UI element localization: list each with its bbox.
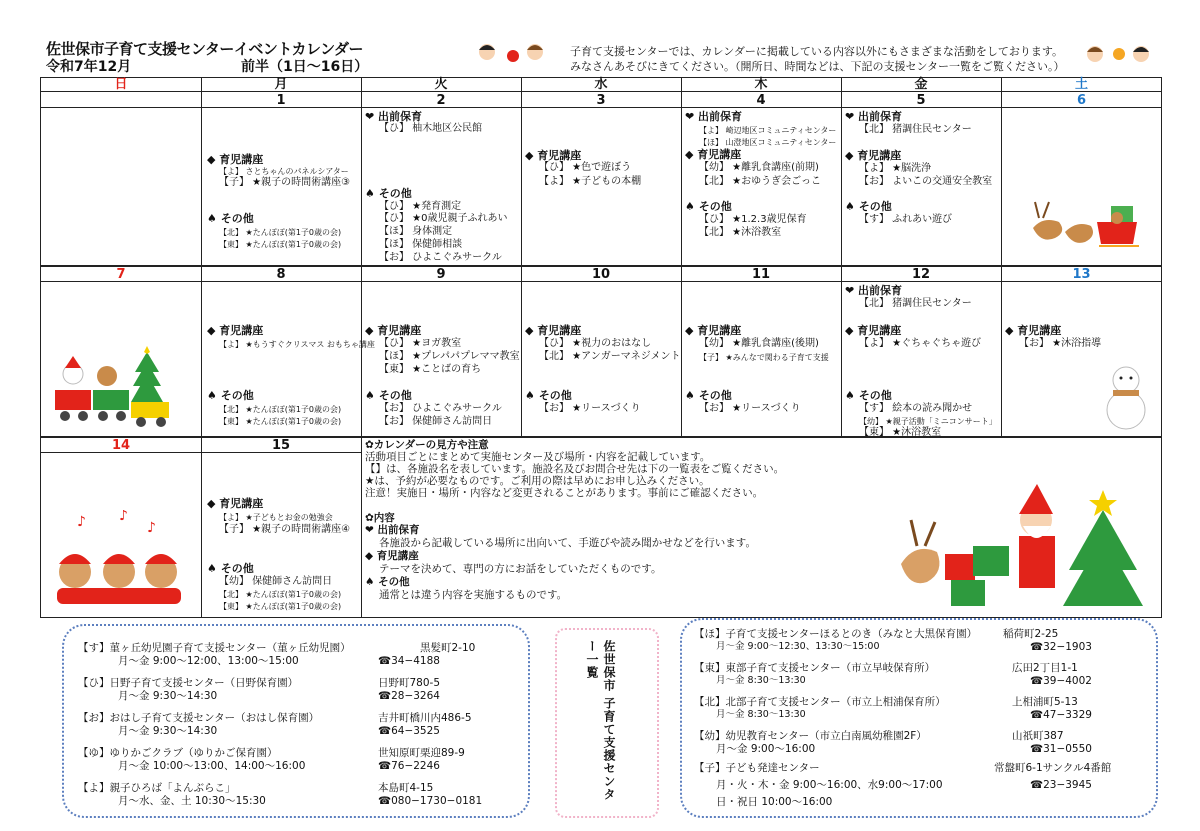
rules-line: ★は、予約が必要なものです。ご利用の際は早めにお申し込みください。 [365, 475, 710, 487]
centers-list-title: 佐世保市 子育て支援センター一覧 [585, 640, 616, 802]
event-item: 【東】 ★ことばの育ち [379, 364, 482, 375]
section-heading: ♠ その他 [207, 212, 254, 225]
rules-heading: ❤ 出前保育 [365, 524, 420, 536]
day-number: 2 [361, 93, 521, 108]
center-name: 【ゆ】ゆりかごクラブ（ゆりかご保育園） [78, 747, 278, 759]
event-item: 【北】 ★おゆうぎ会ごっこ [699, 176, 821, 187]
center-phone: ☎64−3525 [378, 725, 440, 737]
rules-warning: 注意！実施日・場所・内容など変更されることがあります。事前にご確認ください。 [365, 487, 764, 499]
weekday-sun: 日 [41, 78, 201, 92]
event-item: 【お】 よいこの交通安全教室 [859, 176, 993, 187]
center-phone: ☎31−0550 [1030, 743, 1092, 755]
center-address: 広田2丁目1-1 [1012, 662, 1078, 674]
center-phone: ☎39−4002 [1030, 675, 1092, 687]
rules-heading: ◆ 育児講座 [365, 550, 419, 562]
section-heading: ◆ 育児講座 [1005, 324, 1062, 337]
event-item: 【北】 ★たんぽぽ(第1子0歳の会) [219, 590, 342, 599]
center-phone: ☎23−3945 [1030, 779, 1092, 791]
weekday-sat: 土 [1001, 78, 1162, 92]
rules-line: 【】は、各施設名を表しています。施設名及びお問合せ先は下の一覧表をご覧ください。 [365, 463, 785, 475]
grid-line [1001, 78, 1002, 437]
day-number: 14 [41, 438, 201, 453]
event-item: 【子】 ★親子の時間術講座③ [219, 177, 351, 188]
day-number: 12 [841, 267, 1001, 282]
event-item: 【東】 ★たんぽぽ(第1子0歳の会) [219, 602, 342, 611]
center-address: 常盤町6-1サンクル4番館 [994, 762, 1112, 774]
kids-illustration [1083, 42, 1159, 66]
center-name: 【東】東部子育て支援センター（市立早岐保育所） [694, 662, 936, 674]
event-item: 【東】 ★たんぽぽ(第1子0歳の会) [219, 417, 342, 426]
svg-text:♪: ♪ [77, 514, 86, 530]
event-item: 【す】 ふれあい遊び [859, 214, 953, 225]
event-item: 【ほ】 山澄地区コミュニティセンター [699, 138, 837, 147]
weekday-mon: 月 [201, 78, 361, 92]
center-phone: ☎080−1730−0181 [378, 795, 483, 807]
center-hours: 月〜金 9:30〜14:30 [118, 690, 218, 702]
snowman-illustration [1099, 362, 1153, 432]
event-item: 【ひ】 ★0歳児親子ふれあい [379, 213, 508, 224]
center-hours: 月〜金 9:00〜16:00 [716, 743, 816, 755]
event-item: 【北】 ★たんぽぽ(第1子0歳の会) [219, 405, 342, 414]
section-heading: ❤ 出前保育 [845, 110, 903, 123]
grid-line [681, 78, 682, 437]
section-heading: ♠ その他 [207, 389, 254, 402]
event-item: 【ほ】 身体測定 [379, 226, 453, 237]
section-heading: ◆ 育児講座 [845, 149, 902, 162]
event-item: 【幼】 ★親子活動「ミニコンサート」 [859, 417, 997, 426]
santa-tree-illustration [881, 480, 1151, 612]
day-number: 13 [1001, 267, 1162, 282]
rules-heading: ✿内容 [365, 512, 395, 524]
weekday-fri: 金 [841, 78, 1001, 92]
event-item: 【ほ】 保健師相談 [379, 239, 463, 250]
center-name: 【幼】幼児教育センター（市立白南風幼稚園2F） [694, 730, 927, 742]
rules-line: 通常とは違う内容を実施するものです。 [379, 589, 568, 601]
center-address: 黒髪町2-10 [420, 642, 476, 654]
center-hours: 月〜水、金、土 10:30〜15:30 [118, 795, 266, 807]
event-item: 【東】 ★たんぽぽ(第1子0歳の会) [219, 240, 342, 249]
section-heading: ◆ 育児講座 [207, 497, 264, 510]
section-heading: ◆ 育児講座 [207, 324, 264, 337]
center-name: 【お】おはし子育て支援センター（おはし保育園） [78, 712, 320, 724]
section-heading: ♠ その他 [365, 389, 412, 402]
center-address: 吉井町橋川内486-5 [378, 712, 472, 724]
event-item: 【ひ】 ★1.2.3歳児保育 [699, 214, 807, 225]
center-name: 【す】菫ヶ丘幼児園子育て支援センター（菫ヶ丘幼児園） [78, 642, 351, 654]
center-hours: 月・火・木・金 9:00〜16:00、水9:00〜17:00 [716, 779, 943, 791]
center-hours: 月〜金 8:30〜13:30 [716, 675, 806, 686]
reindeer-sleigh-illustration [1013, 188, 1143, 254]
center-hours: 月〜金 10:00〜13:00、14:00〜16:00 [118, 760, 306, 772]
day-number: 11 [681, 267, 841, 282]
grid-line [521, 78, 522, 437]
weekday-thu: 木 [681, 78, 841, 92]
event-item: 【お】 ひよこぐみサークル [379, 403, 502, 414]
section-heading: ♠ その他 [845, 389, 892, 402]
section-heading: ◆ 育児講座 [845, 324, 902, 337]
day-number: 9 [361, 267, 521, 282]
event-item: 【幼】 ★離乳食講座(後期) [699, 338, 819, 349]
event-item: 【お】 ★リースづくり [699, 403, 801, 414]
event-item: 【幼】 保健師さん訪問日 [219, 576, 333, 587]
event-item: 【お】 ★リースづくり [539, 403, 641, 414]
center-address: 稲荷町2-25 [1003, 628, 1059, 640]
grid-line [841, 78, 842, 437]
event-item: 【北】 猪調住民センター [859, 124, 972, 135]
event-item: 【ひ】 柚木地区公民館 [379, 123, 483, 134]
section-heading: ❤ 出前保育 [845, 284, 903, 297]
event-item: 【北】 猪調住民センター [859, 298, 972, 309]
center-address: 本島町4-15 [378, 782, 434, 794]
center-name: 【ひ】日野子育て支援センター（日野保育園） [78, 677, 299, 689]
day-number: 8 [201, 267, 361, 282]
section-heading: ◆ 育児講座 [685, 324, 742, 337]
center-name: 【子】子ども発達センター [694, 762, 820, 774]
event-item: 【北】 ★アンガーマネジメント [539, 351, 681, 362]
event-item: 【よ】 ★脳洗浄 [859, 163, 932, 174]
intro-note [570, 44, 1065, 74]
event-item: 【北】 ★たんぽぽ(第1子0歳の会) [219, 228, 342, 237]
event-item: 【ひ】 ★発育測定 [379, 201, 462, 212]
center-phone: ☎76−2246 [378, 760, 440, 772]
event-item: 【お】 ★沐浴指導 [1019, 338, 1102, 349]
day-number: 4 [681, 93, 841, 108]
day-number: 15 [201, 438, 361, 453]
event-item: 【よ】 ★ぐちゃぐちゃ遊び [859, 338, 982, 349]
center-phone: ☎34−4188 [378, 655, 440, 667]
snowman-train-illustration [49, 346, 179, 428]
section-heading: ♠ その他 [845, 200, 892, 213]
center-address: 山祇町387 [1012, 730, 1064, 742]
period-label: 令和7年12月 [46, 59, 132, 75]
center-phone: ☎32−1903 [1030, 641, 1092, 653]
section-heading: ♠ その他 [685, 389, 732, 402]
event-item: 【ひ】 ★視力のおはなし [539, 338, 652, 349]
center-name: 【北】北部子育て支援センター（市立上相浦保育所） [694, 696, 946, 708]
event-item: 【東】 ★沐浴教室 [859, 427, 942, 438]
half-label: 前半（1日〜16日） [241, 59, 369, 75]
day-number: 7 [41, 267, 201, 282]
center-phone: ☎47−3329 [1030, 709, 1092, 721]
section-heading: ❤ 出前保育 [365, 110, 423, 123]
event-item: 【よ】 ★子どもとお金の勉強会 [219, 513, 333, 522]
event-item: 【幼】 ★離乳食講座(前期) [699, 162, 819, 173]
section-heading: ◆ 育児講座 [525, 324, 582, 337]
event-item: 【す】 絵本の読み聞かせ [859, 403, 973, 414]
rules-line: 活動項目ごとにまとめて実施センター及び場所・内容を記載しています。 [365, 451, 711, 463]
grid-line [201, 78, 202, 617]
section-heading: ◆ 育児講座 [365, 324, 422, 337]
section-heading: ♠ その他 [365, 187, 412, 200]
svg-text:♪: ♪ [119, 510, 128, 524]
section-heading: ◆ 育児講座 [685, 148, 742, 161]
rules-line: テーマを決めて、専門の方にお話をしていただくものです。 [379, 563, 662, 575]
center-hours: 月〜金 9:00〜12:30、13:30〜15:00 [716, 641, 880, 652]
section-heading: ◆ 育児講座 [207, 153, 264, 166]
section-heading: ◆ 育児講座 [525, 149, 582, 162]
event-item: 【よ】 崎辺地区コミュニティセンター [699, 126, 837, 135]
intro-line: みなさんあそびにきてください。（開所日、時間などは、下記の支援センター一覧をご覧ください。） [570, 60, 1065, 73]
singing-bears-illustration [47, 510, 193, 610]
center-name: 【ほ】子育て支援センターほるとのき（みなと大黒保育園） [694, 628, 978, 640]
section-heading: ❤ 出前保育 [685, 110, 743, 123]
event-item: 【ほ】 ★プレパパプレママ教室 [379, 351, 520, 362]
rules-heading: ♠ その他 [365, 576, 410, 588]
event-item: 【子】 ★親子の時間術講座④ [219, 524, 351, 535]
day-empty [41, 93, 201, 108]
event-item: 【子】 ★みんなで関わる子育て支援 [699, 353, 829, 362]
kids-illustration [473, 40, 553, 66]
day-number: 10 [521, 267, 681, 282]
event-item: 【よ】 さとちゃんのパネルシアター [219, 167, 349, 176]
event-item: 【よ】 ★子どもの本棚 [539, 176, 642, 187]
rules-line: 各施設から記載している場所に出向いて、手遊びや読み聞かせなどを行います。 [379, 537, 756, 549]
day-number: 1 [201, 93, 361, 108]
day-number: 6 [1001, 93, 1162, 108]
center-address: 日野町780-5 [378, 677, 441, 689]
center-hours-extra: 日・祝日 10:00〜16:00 [716, 796, 833, 808]
center-hours: 月〜金 8:30〜13:30 [716, 709, 806, 720]
section-heading: ♠ その他 [525, 389, 572, 402]
center-hours: 月〜金 9:00〜12:00、13:00〜15:00 [118, 655, 299, 667]
section-heading: ♠ その他 [207, 562, 254, 575]
center-address: 世知原町栗迎89-9 [378, 747, 465, 759]
event-item: 【お】 保健師さん訪問日 [379, 416, 493, 427]
calendar-grid [40, 77, 1162, 618]
center-name: 【よ】親子ひろば「よんぶらこ」 [78, 782, 236, 794]
weekday-wed: 水 [521, 78, 681, 92]
event-item: 【北】 ★沐浴教室 [699, 227, 782, 238]
center-hours: 月〜金 9:30〜14:30 [118, 725, 218, 737]
center-address: 上相浦町5-13 [1012, 696, 1078, 708]
day-number: 3 [521, 93, 681, 108]
day-number: 5 [841, 93, 1001, 108]
event-item: 【よ】 ★もうすぐクリスマス おもちゃ講座 [219, 340, 375, 349]
weekday-tue: 火 [361, 78, 521, 92]
center-phone: ☎28−3264 [378, 690, 440, 702]
rules-heading: ✿カレンダーの見方や注意 [365, 439, 489, 451]
intro-line: 子育て支援センターでは、カレンダーに掲載している内容以外にもさまざまな活動をしております。 [570, 45, 1063, 58]
event-item: 【お】 ひよこぐみサークル [379, 252, 502, 263]
section-heading: ♠ その他 [685, 200, 732, 213]
event-item: 【ひ】 ★ヨガ教室 [379, 338, 462, 349]
event-item: 【ひ】 ★色で遊ぼう [539, 162, 632, 173]
svg-text:♪: ♪ [147, 520, 156, 536]
page-title: 佐世保市子育て支援センターイベントカレンダー [46, 40, 363, 58]
